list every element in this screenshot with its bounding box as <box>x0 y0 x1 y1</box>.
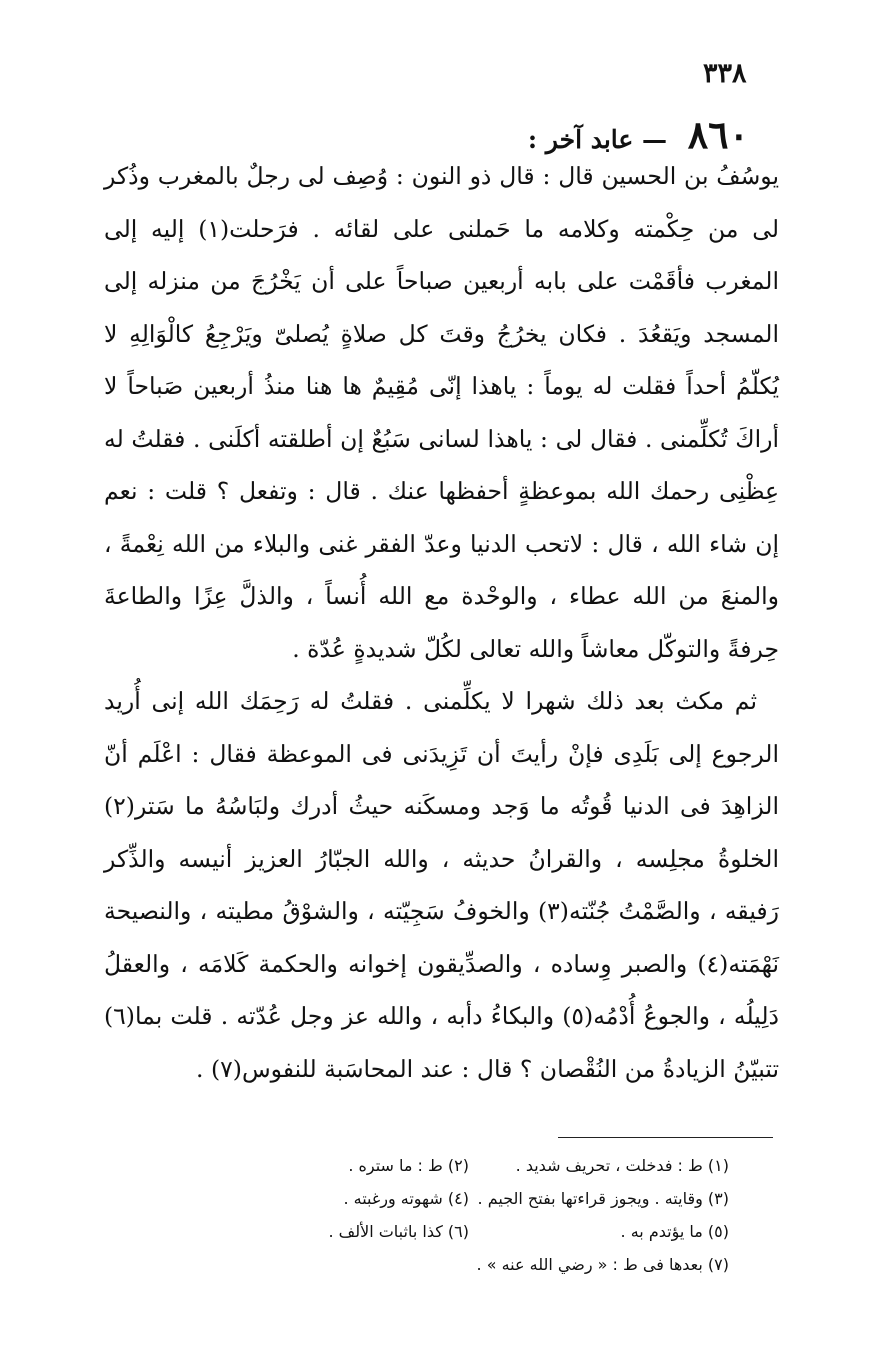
footnote: (٥) ما يؤتدم به . <box>620 1222 729 1241</box>
body-text <box>104 150 779 1095</box>
paragraph: ثم مكث بعد ذلك شهرا لا يكلِّمنى . فقلتُ له رَحِمَك الله إنى أُريد الرجوع إلى بَلَدِى فإنْ رأيتَ أن تَزِيدَنى فى الموعظة فقال : اعْلَم أنّ الزاهِدَ فى الدنيا قُوتُه ما وَجد ومسكَنه حيثُ أدرك ولبَاسُهُ ما سَتر(٢) الخلوةُ مجلِسه ، والقرانُ حديثه ، والله الجبّارُ العزيز أنيسه والذِّكر رَفيقه ، والصَّمْتُ جُنّته(٣) والخوفُ سَجِيّته ، والشوْقُ مطيته ، والنصيحة نَهْمَته(٤) والصبر وِساده ، والصدِّيقون إخوانه والحكمة كَلامَه ، والعقلُ دَلِيلُه ، والجوعُ أُدْمُه(٥) والبكاءُ دأبه ، والله عز وجل عُدّته . قلت بما(٦) تتبيّنُ الزيادةُ من النُقْصان ؟ قال : عند المحاسَبة للنفوس(٧) . <box>104 687 779 1083</box>
footnote: (٣) وقايته . ويجوز قراءتها بفتح الجيم . <box>477 1189 729 1208</box>
footnote: (١) ط : فدخلت ، تحريف شديد . <box>515 1156 729 1175</box>
footnotes <box>209 1149 729 1281</box>
footnote-row <box>209 1248 729 1281</box>
page-number: ٣٣٨ <box>703 58 747 89</box>
paragraph: يوسُفُ بن الحسين قال : قال ذو النون : وُصِف لى رجلٌ بالمغرب وذُكر لى من حِكْمته وكلامه ما حَملنى على لقائه . فرَحلت(١) إليه إلى المغرب فأقَمْت على بابه أربعين صباحاً على أن يَخْرُجَ من منزله إلى المسجد ويَقعُدَ . فكان يخرُجُ وقتَ كل صلاةٍ يُصلىّ ويَرْجِعُ كالْوَالِهِ لا يُكلّمُ أحداً فقلت له يوماً : ياهذا إنّى مُقِيمٌ ها هنا منذُ أربعين صَباحاً لا أراكَ تُكلِّمنى . فقال لى : ياهذا لسانى سَبُعٌ إن أطلقته أكلَنى . فقلتُ له عِظْنِى رحمك الله بموعظةٍ أحفظها عنك . قال : وتفعل ؟ قلت : نعم إن شاء الله ، قال : لاتحب الدنيا وعدّ الفقر غنى والبلاء من الله نِعْمةً ، والمنعَ من الله عطاء ، والوحْدة مع الله أُنساً ، والذلَّ عِزًا والطاعةَ حِرفةً والتوكّل معاشاً والله تعالى لكُلّ شديدةٍ عُدّة . <box>104 162 779 663</box>
entry-title: — عابد آخر : <box>527 125 668 154</box>
footnote-row <box>209 1182 729 1215</box>
entry-number: ٨٦٠ <box>687 112 749 157</box>
footnote: (٦) كذا باثبات الألف . <box>328 1222 469 1241</box>
footnote-row <box>209 1149 729 1182</box>
footnote-row <box>209 1215 729 1248</box>
footnote: (٧) بعدها فى ط : « رضي الله عنه » . <box>476 1255 729 1274</box>
footnote: (٢) ط : ما ستره . <box>348 1156 469 1175</box>
footnote-separator <box>558 1137 773 1138</box>
footnote: (٤) شهوته ورغبته . <box>343 1189 469 1208</box>
